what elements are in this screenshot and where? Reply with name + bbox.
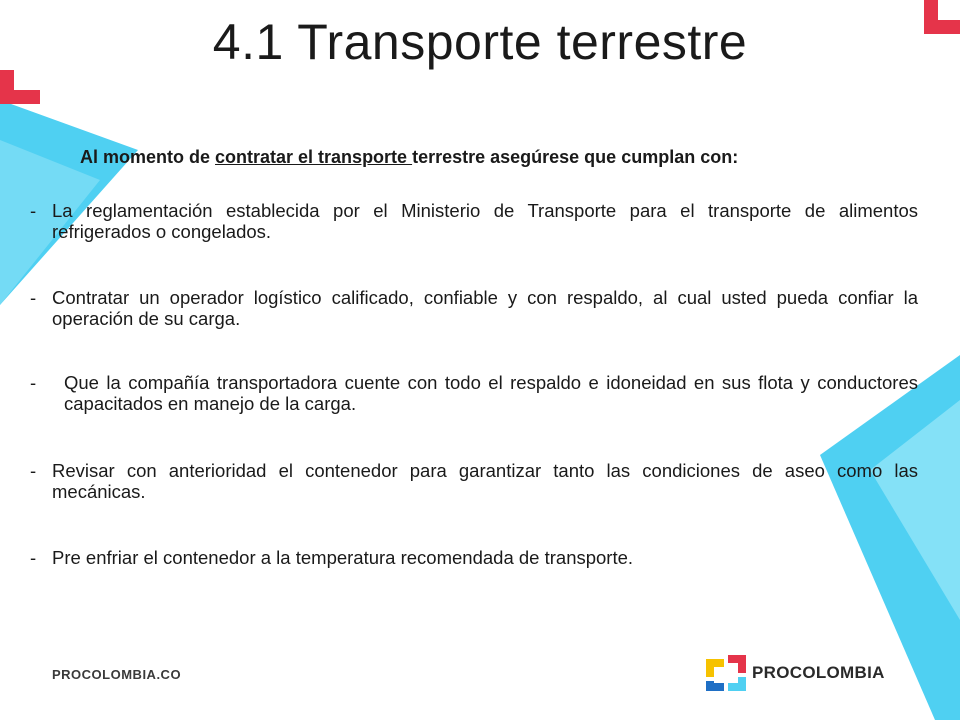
- bullet-text: Revisar con anterioridad el contenedor para garantizar tanto las condiciones de aseo como las mecánicas.: [52, 460, 918, 502]
- list-item: [30, 287, 918, 329]
- intro-part1: Al momento de: [80, 147, 216, 167]
- intro-underlined: contratar el transporte: [215, 147, 413, 167]
- bullet-marker: -: [30, 372, 37, 393]
- intro-part2: terrestre asegúrese que cumplan con:: [412, 147, 739, 167]
- bullet-text: Contratar un operador logístico calificado, confiable y con respaldo, al cual usted pueda confiar la operación de su carga.: [52, 287, 918, 329]
- bullet-marker: -: [30, 287, 37, 308]
- corner-bracket-top-left-icon: [0, 70, 40, 104]
- footer-site: PROCOLOMBIA.CO: [52, 667, 182, 682]
- bullet-text: Que la compañía transportadora cuente con todo el respaldo e idoneidad en sus flota y conductores capacitados en manejo de la carga.: [64, 372, 918, 414]
- bullet-text: Pre enfriar el contenedor a la temperatura recomendada de transporte.: [52, 547, 634, 568]
- procolombia-logo-icon: [706, 655, 746, 691]
- bullet-marker: -: [30, 547, 37, 568]
- bullet-marker: -: [30, 460, 37, 481]
- footer-brand: PROCOLOMBIA: [752, 663, 885, 682]
- slide-title: 4.1 Transporte terrestre: [212, 14, 748, 70]
- intro-text: [80, 145, 880, 169]
- bullet-marker: -: [30, 200, 37, 221]
- list-item: [30, 460, 918, 502]
- list-item: [30, 547, 918, 568]
- list-item: [30, 372, 918, 414]
- bullet-list: [30, 200, 918, 568]
- list-item: [30, 200, 918, 242]
- bullet-text: La reglamentación establecida por el Ministerio de Transporte para el transporte de alimentos refrigerados o congelados.: [52, 200, 918, 242]
